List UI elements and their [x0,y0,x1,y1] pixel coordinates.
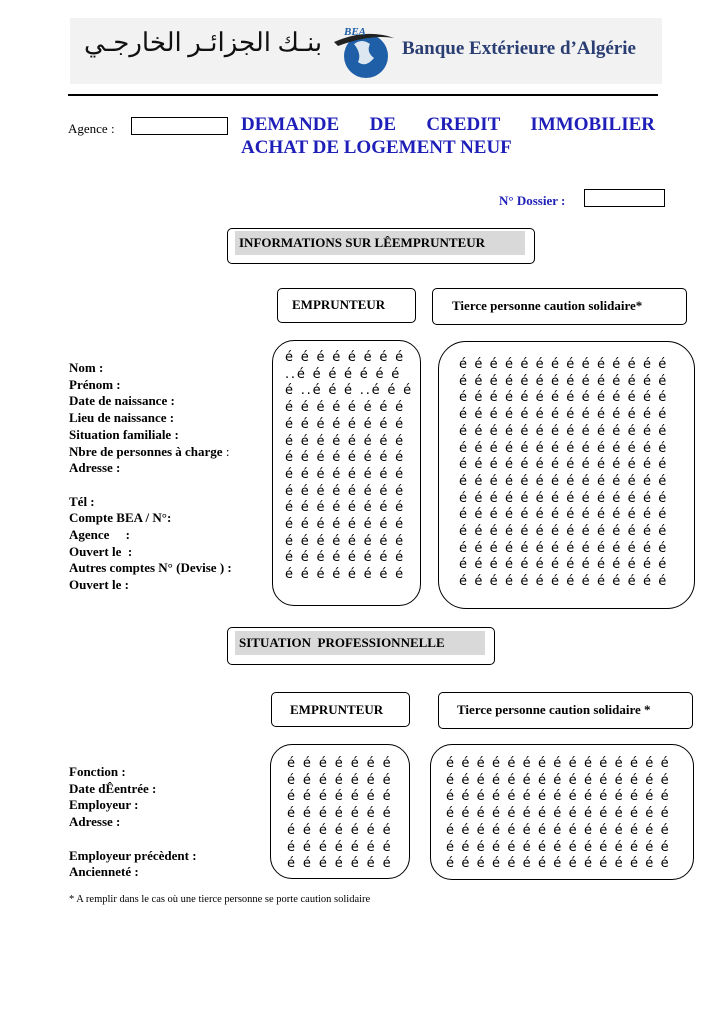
bank-name-arabic: بنـك الجزائـر الخارجـي [84,28,323,57]
placeholder-line: é é é é é é é [287,839,393,855]
borrower-professional-placeholder [287,756,392,873]
placeholder-line: é é é é é é é é é é é é é é [459,473,668,489]
placeholder-line: é é é é é é é é é é é é é é é [446,772,671,788]
borrower-placeholder-lines [285,350,413,584]
field-label: Autres comptes N° (Devise ) : [69,560,232,576]
placeholder-line: é é é é é é é é [285,517,405,533]
placeholder-line: é é é é é é é [287,772,393,788]
placeholder-line: é é é é é é é é é é é é é é [459,390,668,406]
placeholder-line: é é é é é é é é é é é é é é [459,357,668,372]
field-label: Compte BEA / N°: [69,510,172,526]
field-label-suffix: : [222,443,230,459]
field-label: Employeur : [69,797,139,813]
field-label: Ouvert le : [69,543,133,559]
field-label: Fonction : [69,764,126,779]
placeholder-line: é é é é é é é é é é é é é é [459,540,668,556]
placeholder-line: é é é é é é é é é é é é é é é [446,856,671,872]
placeholder-line: é é é é é é é é [285,500,405,516]
borrower-column-header [271,692,410,727]
professional-field-labels [69,764,197,881]
field-label: Situation familiale : [69,426,179,442]
borrower-column-label: EMPRUNTEUR [292,297,386,312]
placeholder-line: é é é é é é é é [285,416,405,432]
form-title-line1: DEMANDE DE CREDIT IMMOBILIER [241,114,655,135]
field-label: Nom : [69,360,104,375]
field-label-row [69,444,232,461]
placeholder-line: é é é é é é é é é é é é é é [459,507,668,523]
field-label: Date dÊentrée : [69,780,157,796]
placeholder-line: ..é é é é é é é [285,366,402,382]
guarantor-professional-placeholder [446,756,670,873]
section-professional-heading: SITUATION PROFESSIONNELLE [235,631,485,655]
placeholder-line: é é é é é é é é [285,450,405,466]
field-label: Nbre de personnes à charge [69,443,223,459]
field-label-spacer [69,831,197,848]
placeholder-line: é é é é é é é é é é é é é é [459,574,668,590]
field-label-spacer [69,477,232,494]
bank-logo [330,22,396,80]
field-label: Tél : [69,493,95,509]
placeholder-line: é é é é é é é é é é é é é é [459,557,668,573]
placeholder-line: é é é é é é é é é é é é é é é [446,756,671,771]
field-label: Lieu de naissance : [69,410,175,426]
guarantor-column-header [432,288,687,325]
placeholder-line: é é é é é é é é [285,483,405,499]
placeholder-line: é é é é é é é [287,806,393,822]
guarantor-column-header [438,692,693,729]
field-label: Prénom : [69,376,121,392]
field-label: Adresse : [69,814,121,830]
field-label: Ancienneté : [69,864,139,880]
placeholder-line: é é é é é é é é é é é é é é [459,457,668,473]
placeholder-line: é é é é é é é é [285,550,405,566]
placeholder-line: é é é é é é é é é é é é é é é [446,822,671,838]
placeholder-line: é é é é é é é é é é é é é é [459,407,668,423]
placeholder-line: é é é é é é é é [285,466,405,482]
placeholder-line: é ..é é é ..é é é [285,383,413,399]
agence-field[interactable] [131,117,228,135]
placeholder-line: é é é é é é é é [285,567,405,583]
guarantor-placeholder-lines [459,357,668,591]
borrower-column-header [277,288,416,323]
section-borrower-info-heading: INFORMATIONS SUR LÊEMPRUNTEUR [235,231,525,255]
placeholder-line: é é é é é é é é [285,400,405,416]
placeholder-line: é é é é é é é é é é é é é é é [446,789,671,805]
field-label: Adresse : [69,460,121,476]
placeholder-line: é é é é é é é é [285,533,405,549]
placeholder-line: é é é é é é é [287,822,393,838]
borrower-field-labels [69,360,232,594]
placeholder-line: é é é é é é é [287,756,393,771]
placeholder-line: é é é é é é é é é é é é é é [459,490,668,506]
placeholder-line: é é é é é é é é é é é é é é [459,524,668,540]
borrower-column-label: EMPRUNTEUR [290,702,384,717]
dossier-number-field[interactable] [584,189,665,207]
bank-name-latin: Banque Extérieure d’Algérie [402,38,636,59]
field-label: Employeur précèdent : [69,847,197,863]
field-label: Ouvert le : [69,577,129,593]
form-title-line2: ACHAT DE LOGEMENT NEUF [241,137,512,158]
placeholder-line: é é é é é é é é é é é é é é é [446,839,671,855]
guarantor-column-label: Tierce personne caution solidaire * [457,702,651,717]
placeholder-line: é é é é é é é [287,789,393,805]
placeholder-line: é é é é é é é é é é é é é é [459,423,668,439]
field-label: Agence : [69,527,131,543]
placeholder-line: é é é é é é é [287,856,393,872]
guarantor-column-label: Tierce personne caution solidaire* [452,298,643,313]
footnote: * A remplir dans le cas où une tierce personne se porte caution solidaire [69,894,371,905]
dossier-label: N° Dossier : [499,193,566,208]
placeholder-line: é é é é é é é é [285,433,405,449]
header-divider [68,94,658,96]
logo-text: BEA [344,26,367,38]
placeholder-line: é é é é é é é é é é é é é é [459,373,668,389]
placeholder-line: é é é é é é é é é é é é é é é [446,806,671,822]
placeholder-line: é é é é é é é é é é é é é é [459,440,668,456]
agence-label: Agence : [68,121,115,136]
field-label: Date de naissance : [69,393,175,409]
placeholder-line: é é é é é é é é [285,350,405,365]
